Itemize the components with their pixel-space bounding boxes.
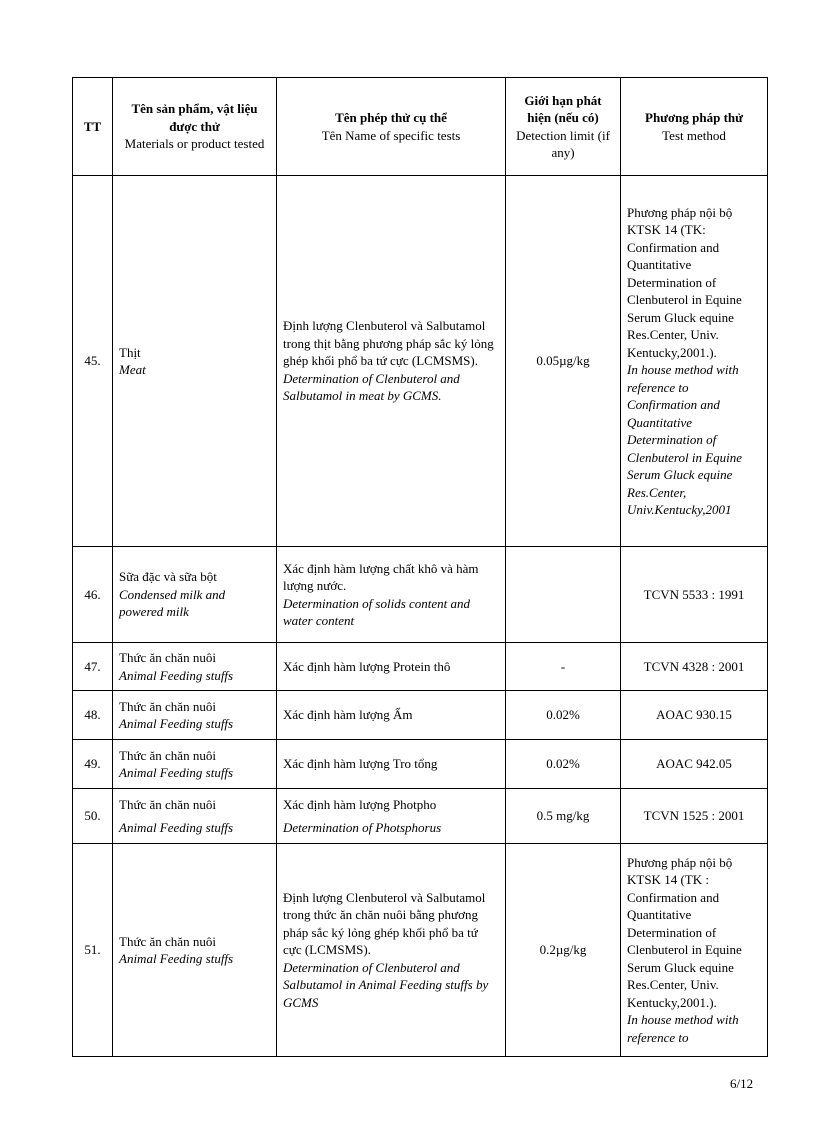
test-cell: Xác định hàm lượng Tro tổng — [277, 740, 506, 789]
row-number: 49. — [73, 740, 113, 789]
method-cell: AOAC 942.05 — [621, 740, 768, 789]
test-cell: Định lượng Clenbuterol và Salbutamol trong thịt bằng phương pháp sắc ký lỏng ghép khối phổ ba tứ cực (LCMSMS). Determination of Clenbuterol and Salbutamol in meat by GCMS. — [277, 176, 506, 547]
table-row — [73, 844, 768, 1057]
limit-cell: 0.02% — [506, 691, 621, 740]
method-cell: Phương pháp nội bộ KTSK 14 (TK: Confirmation and Quantitative Determination of Clenbuterol in Equine Serum Gluck equine Res.Center, Univ. Kentucky,2001.). In house method with reference to Confirmation and Quantitative Determination of Clenbuterol in Equine Serum Gluck equine Res.Center, Univ.Kentucky,2001 — [621, 176, 768, 547]
limit-cell: 0.02% — [506, 740, 621, 789]
test-cell: Xác định hàm lượng Protein thô — [277, 643, 506, 691]
header-method: Phương pháp thử Test method — [621, 78, 768, 176]
header-limit: Giới hạn phát hiện (nếu có) Detection limit (if any) — [506, 78, 621, 176]
test-methods-table — [72, 77, 768, 1057]
test-cell: Xác định hàm lượng Photpho Determination of Photsphorus — [277, 789, 506, 844]
limit-cell: 0.5 mg/kg — [506, 789, 621, 844]
row-number: 48. — [73, 691, 113, 740]
header-tt: TT — [73, 78, 113, 176]
test-cell: Xác định hàm lượng Ẩm — [277, 691, 506, 740]
product-cell: Thức ăn chăn nuôi Animal Feeding stuffs — [113, 643, 277, 691]
table-row — [73, 740, 768, 789]
test-cell: Xác định hàm lượng chất khô và hàm lượng nước. Determination of solids content and water content — [277, 547, 506, 643]
method-cell: TCVN 5533 : 1991 — [621, 547, 768, 643]
header-product: Tên sản phẩm, vật liệu được thử Materials or product tested — [113, 78, 277, 176]
method-cell: TCVN 1525 : 2001 — [621, 789, 768, 844]
row-number: 45. — [73, 176, 113, 547]
limit-cell: 0.05µg/kg — [506, 176, 621, 547]
product-cell: Thịt Meat — [113, 176, 277, 547]
limit-cell — [506, 547, 621, 643]
product-cell: Thức ăn chăn nuôi Animal Feeding stuffs — [113, 789, 277, 844]
header-test: Tên phép thử cụ thể Tên Name of specific tests — [277, 78, 506, 176]
product-cell: Thức ăn chăn nuôi Animal Feeding stuffs — [113, 691, 277, 740]
row-number: 50. — [73, 789, 113, 844]
row-number: 47. — [73, 643, 113, 691]
method-cell: Phương pháp nội bộ KTSK 14 (TK : Confirmation and Quantitative Determination of Clenbuterol in Equine Serum Gluck equine Res.Center, Univ. Kentucky,2001.). In house method with reference to — [621, 844, 768, 1057]
product-cell: Thức ăn chăn nuôi Animal Feeding stuffs — [113, 740, 277, 789]
page-number: 6/12 — [730, 1076, 754, 1091]
table-row — [73, 643, 768, 691]
table-row — [73, 691, 768, 740]
row-number: 51. — [73, 844, 113, 1057]
test-cell: Định lượng Clenbuterol và Salbutamol trong thức ăn chăn nuôi bằng phương pháp sắc ký lỏng ghép khối phổ ba tứ cực (LCMSMS). Determination of Clenbuterol and Salbutamol in Animal Feeding stuffs by GCMS — [277, 844, 506, 1057]
table-row — [73, 547, 768, 643]
product-cell: Sữa đặc và sữa bột Condensed milk and powered milk — [113, 547, 277, 643]
limit-cell: - — [506, 643, 621, 691]
table-header-row — [73, 78, 768, 176]
limit-cell: 0.2µg/kg — [506, 844, 621, 1057]
method-cell: TCVN 4328 : 2001 — [621, 643, 768, 691]
row-number: 46. — [73, 547, 113, 643]
method-cell: AOAC 930.15 — [621, 691, 768, 740]
table-row — [73, 789, 768, 844]
product-cell: Thức ăn chăn nuôi Animal Feeding stuffs — [113, 844, 277, 1057]
table-row — [73, 176, 768, 547]
